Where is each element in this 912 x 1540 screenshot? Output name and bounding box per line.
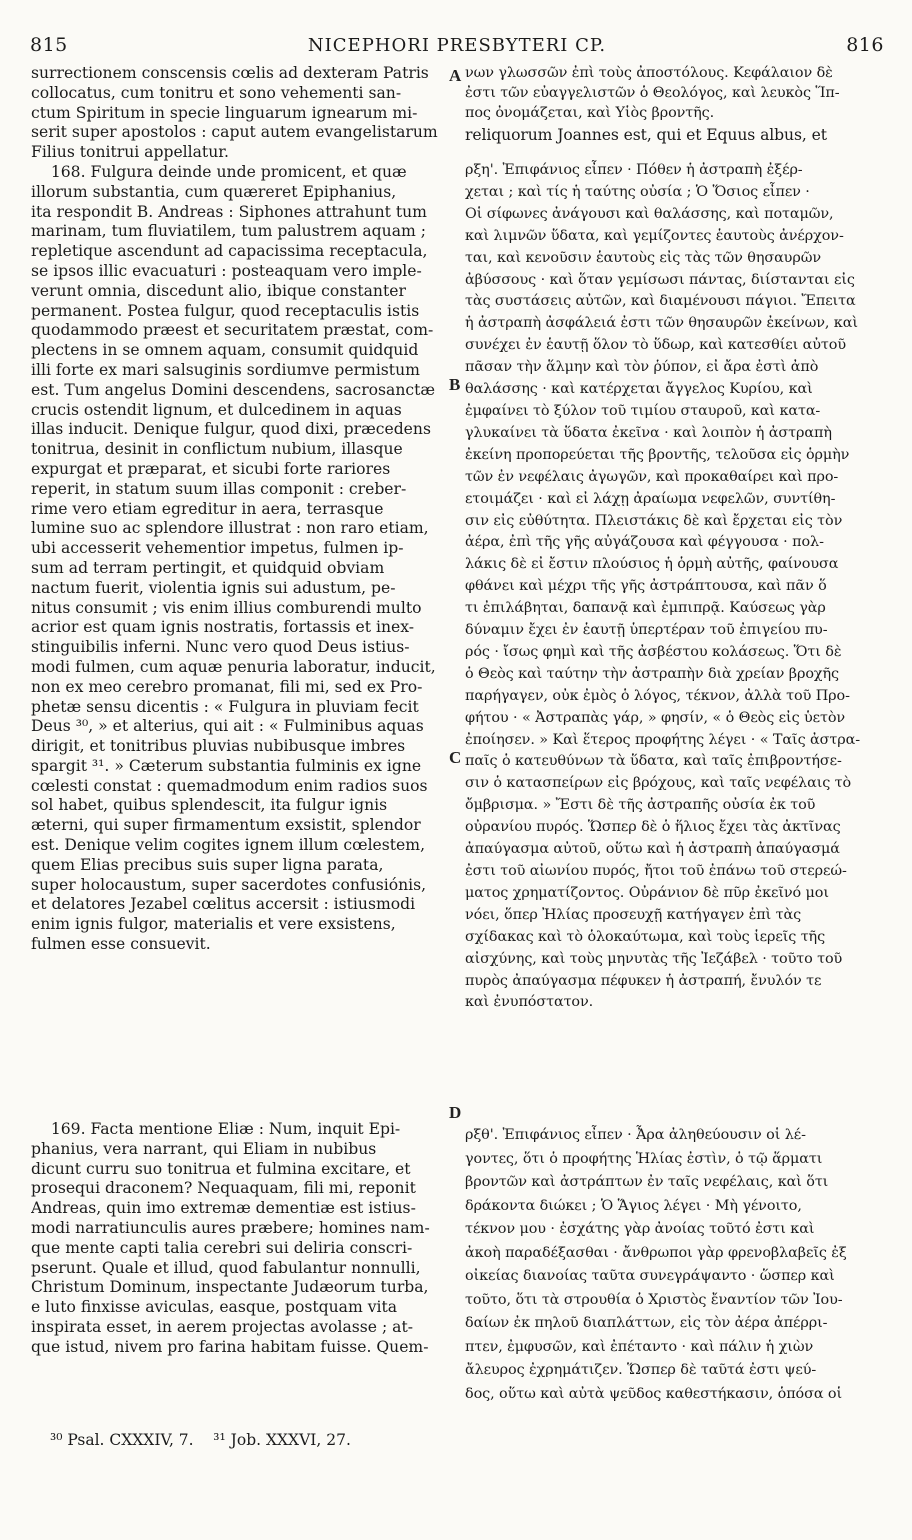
greek-column-top: νων γλωσσῶν ἐπὶ τοὺς ἀποστόλους. Κεφάλαιον δὲ ἐστι τῶν εὐαγγελιστῶν ὁ Θεολόγος, καὶ λευκὸς Ἵπ- πος ὀνομάζεται, καὶ Υἱὸς βροντῆς. bbox=[465, 65, 840, 121]
latin-column-top: surrectionem conscensis cœlis ad dexteram Patris collocatus, cum tonitru et sono vehementi san- ctum Spiritum in specie linguarum ignearum mi- serit super apostolos : caput autem evangelistarum Filius tonitrui appellatur. 168. Fulgura deinde unde promicent, et quæ illorum substantia, cum quæreret Epiphanius, ita respondit B. Andreas : Siphones attrahunt tum marinam, tum fluviatilem, tum palustrem aquam ; repletique ascendunt ad capacissima receptacula, se ipsos illic evacuaturi : posteaquam vero imple- verunt omnia, discedunt alio, ibique constanter permanent. Postea fulgur, quod receptaculis istis quodammodo præest et securitatem præstat, com- plectens in se omnem aquam, consumit quidquid illi forte ex mari salsuginis sordiumve permistum est. Tum angelus Domini descendens, sacrosanctæ crucis ostendit lignum, et dulcedinem in aquas illas inducit. Denique fulgur, quod dixi, præcedens tonitrua, desinit in conflictum nubium, illasque expurgat et præparat, et sicubi forte rariores reperit, in statum suum illas componit : creber- rime vero etiam egreditur in aera, terrasque lumine suo ac splendore illustrat : non raro etiam, ubi accesserit vehementior impetus, fulmen ip- sum ad terram pertingit, et quidquid obviam nactum fuerit, violentia ignis sui adustum, pe- nitus consumit ; vis enim illius comburendi multo acrior est quam ignis nostratis, fortassis et inex- stinguibilis inferni. Nunc vero quod Deus istius- modi fulmen, cum aquæ penuria laboratur, inducit, non ex meo cerebro promanat, fili mi, sed ex Pro- phetæ sensu dicentis : « Fulgura in pluviam fecit Deus ³⁰, » et alterius, qui ait : « Fulminibus aquas dirigit, et tonitribus pluvias nubibusque imbres spargit ³¹. » Cæterum substantia fulminis ex igne cœlesti constat : quemadmodum enim radios suos sol habet, quibus splendescit, ita fulgur ignis æterni, qui super firmamentum exsistit, splendor est. Denique velim cogites ignem illum cœlestem, quem Elias precibus suis super ligna parata, super holocaustum, super sacerdotes confusiónis, et delatores Jezabel cœlitus accersit : istiusmodi enim ignis fulgor, materialis et vere exsistens, fulmen esse consuevit. bbox=[31, 64, 438, 954]
left-page-number: 815 bbox=[30, 34, 68, 56]
page-header bbox=[30, 34, 884, 60]
margin-letter-d: D bbox=[449, 1103, 462, 1122]
greek-column-bottom: ρξθ'. Ἐπιφάνιος εἶπεν · Ἆρα ἀληθεύουσιν οἱ λέ- γοντες, ὅτι ὁ προφήτης Ἡλίας ἐστὶν, ὁ τῷ ἅρματι βροντῶν καὶ ἀστράπτων ἐν ταῖς νεφέλαις, καὶ ὅτι δράκοντα διώκει ; Ὁ Ἅγιος λέγει · Μὴ γένοιτο, τέκνον μου · ἐσχάτης γὰρ ἀνοίας τοῦτό ἐστι καὶ ἀκοὴ παραδέξασθαι · ἄνθρωποι γὰρ φρενοβλαβεῖς ἐξ οἰκείας διανοίας ταῦτα συνεγράψαντο · ὥσπερ καὶ τοῦτο, ὅτι τὰ στρουθία ὁ Χριστὸς ἔναντίον τῶν Ἰου- δαίων ἐκ πηλοῦ διαπλάττων, εἰς τὸν ἀέρα ἀπέρρι- πτεν, ἐμφυσῶν, καὶ ἐπέταντο · καὶ πάλιν ἡ χιὼν ἄλευρος ἐχρημάτιζεν. Ὥσπερ δὲ ταῦτά ἐστι ψεύ- δος, οὕτω καὶ αὐτὰ ψεῦδος καθεστήκασιν, ὁπόσα οἱ bbox=[465, 1127, 847, 1402]
right-page-number: 816 bbox=[846, 34, 884, 56]
margin-letter-a: A bbox=[449, 66, 462, 85]
margin-letter-b: B bbox=[449, 375, 461, 394]
footnotes: ³⁰ Psal. CXXXIV, 7. ³¹ Job. XXXVI, 27. bbox=[50, 1431, 351, 1449]
greek-column-middle: ρξη'. Ἐπιφάνιος εἶπεν · Πόθεν ἡ ἀστραπὴ ἐξέρ- χεται ; καὶ τίς ἡ ταύτης οὐσία ; Ὁ Ὅσιος εἶπεν · Οἱ σίφωνες ἀνάγουσι καὶ θαλάσσης, καὶ ποταμῶν, καὶ λιμνῶν ὕδατα, καὶ γεμίζοντες ἑαυτοὺς ἀνέρχον- ται, καὶ κενοῦσιν ἑαυτοὺς εἰς τὰς τῶν θησαυρῶν ἀβύσσους · καὶ ὅταν γεμίσωσι πάντας, διίστανται εἰς τὰς συστάσεις αὐτῶν, καὶ διαμένουσι πάγιοι. Ἔπειτα ἡ ἀστραπὴ ἀσφάλειά ἐστι τῶν θησαυρῶν ἐκείνων, καὶ συνέχει ἐν ἑαυτῇ ὅλον τὸ ὕδωρ, καὶ κατεσθίει αὐτοῦ πᾶσαν τὴν ἅλμην καὶ τὸν ῥύπον, εἰ ἄρα ἐστὶ ἀπὸ θαλάσσης · καὶ κατέρχεται ἄγγελος Κυρίου, καὶ ἐμφαίνει τὸ ξύλον τοῦ τιμίου σταυροῦ, καὶ κατα- γλυκαίνει τὰ ὕδατα ἐκεῖνα · καὶ λοιπὸν ἡ ἀστραπὴ ἐκείνη προπορεύεται τῆς βροντῆς, τελοῦσα εἰς ὁρμὴν τῶν ἐν νεφέλαις ἀγωγῶν, καὶ προκαθαίρει καὶ προ- ετοιμάζει · καὶ εἰ λάχῃ ἀραίωμα νεφελῶν, συντίθη- σιν εἰς εὐθύτητα. Πλειστάκις δὲ καὶ ἔρχεται εἰς τὸν ἀέρα, ἐπὶ τῆς γῆς αὐγάζουσα καὶ φέγγουσα · πολ- λάκις δὲ εἰ ἔστιν πλούσιος ἡ ὁρμὴ αὐτῆς, φαίνουσα φθάνει καὶ μέχρι τῆς γῆς ἀστράπτουσα, καὶ πᾶν ὅ τι ἐπιλάβηται, δαπανᾷ καὶ ἐμπιπρᾷ. Καύσεως γὰρ δύναμιν ἔχει ἐν ἑαυτῇ ὑπερτέραν τοῦ ἐπιγείου πυ- ρός · ἴσως φημὶ καὶ τῆς ἀσβέστου κολάσεως. Ὅτι δὲ ὁ Θεὸς καὶ ταύτην τὴν ἀστραπὴν διὰ χρείαν βροχῆς παρήγαγεν, οὐκ ἐμὸς ὁ λόγος, τέκνον, ἀλλὰ τοῦ Προ- φήτου · « Ἀστραπὰς γάρ, » φησίν, « ὁ Θεὸς εἰς ὑετὸν ἐποίησεν. » Καὶ ἕτερος προφήτης λέγει · « Ταῖς ἀστρα- παῖς ὁ κατευθύνων τὰ ὕδατα, καὶ ταῖς ἐπιβροντήσε- σιν ὁ κατασπείρων εἰς βρόχους, καὶ ταῖς νεφέλαις τὸ ὄμβρισμα. » Ἔστι δὲ τῆς ἀστραπῆς οὐσία ἐκ τοῦ οὐρανίου πυρός. Ὥσπερ δὲ ὁ ἥλιος ἔχει τὰς ἀκτῖνας ἀπαύγασμα αὐτοῦ, οὕτω καὶ ἡ ἀστραπὴ ἀπαύγασμά ἐστι τοῦ αἰωνίου πυρός, ἤτοι τοῦ ἐπάνω τοῦ στερεώ- ματος χρηματίζοντος. Οὐράνιον δὲ πῦρ ἐκεῖνό μοι νόει, ὅπερ Ἠλίας προσευχῇ κατήγαγεν ἐπὶ τὰς σχίδακας καὶ τὸ ὁλοκαύτωμα, καὶ τοὺς ἱερεῖς τῆς αἰσχύνης, καὶ τοὺς μηνυτὰς τῆς Ἰεζάβελ · τοῦτο τοῦ πυρὸς ἀπαύγασμα πέφυκεν ἡ ἀστραπή, ἔνυλόν τε καὶ ἐνυπόστατον. bbox=[465, 162, 860, 1011]
running-title: NICEPHORI PRESBYTERI CP. bbox=[307, 35, 607, 56]
margin-letter-c: C bbox=[449, 748, 462, 767]
greek-bridge-line: reliquorum Joannes est, qui et Equus albus, et bbox=[465, 126, 827, 144]
latin-column-bottom: 169. Facta mentione Eliæ : Num, inquit Epi- phanius, vera narrant, qui Eliam in nubibus dicunt curru suo tonitrua et fulmina excitare, et prosequi draconem? Nequaquam, fili mi, reponit Andreas, quin imo extremæ dementiæ est istius- modi narratiunculis aures præbere; homines nam- que mente capti talia cerebri sui deliria conscri- pserunt. Quale et illud, quod fabulantur nonnulli, Christum Dominum, inspectante Judæorum turba, e luto finxisse aviculas, easque, postquam vita inspirata esset, in aerem projectas avolasse ; at- que istud, nivem pro farina habitam fuisse. Quem- bbox=[31, 1120, 430, 1356]
